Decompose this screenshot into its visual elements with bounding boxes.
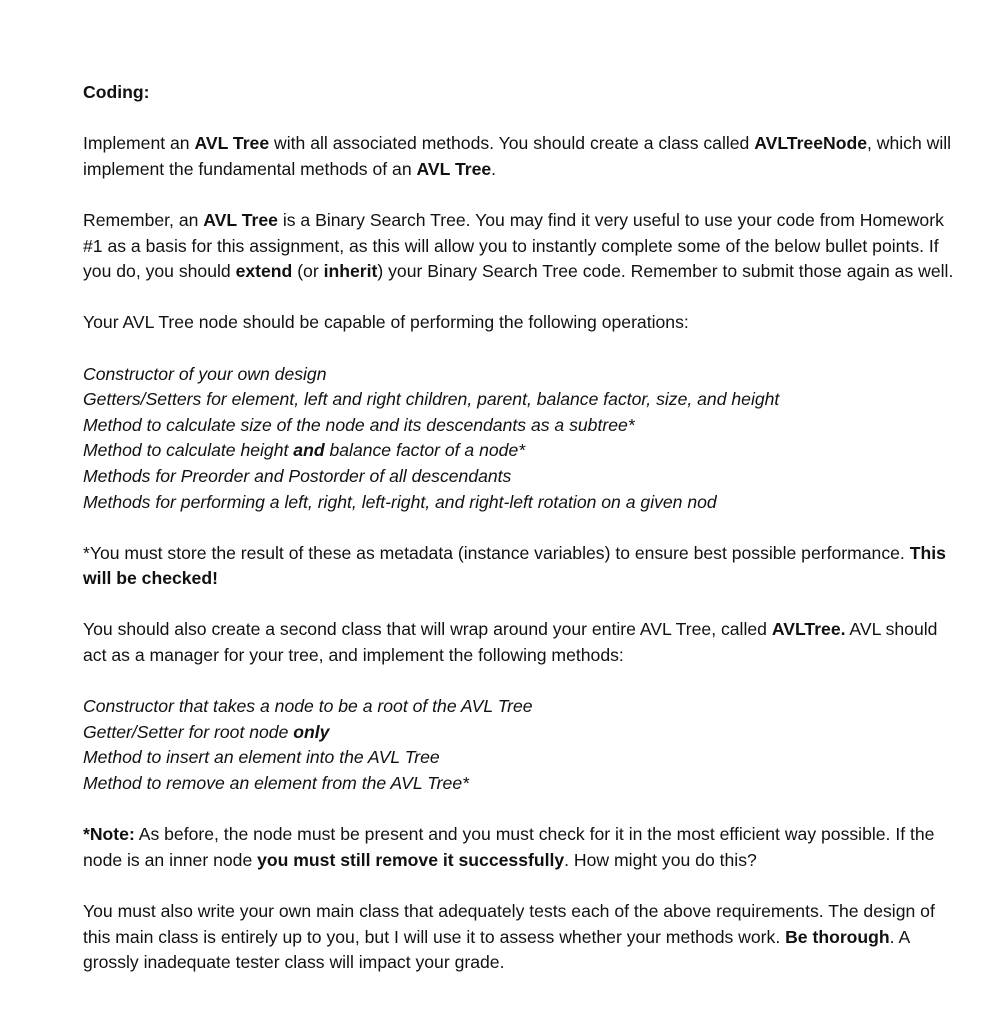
- text: *You must store the result of these as metadata (instance variables) to ensure best possible performance.: [83, 542, 910, 563]
- list-item: [83, 720, 963, 746]
- node-operations-list: [83, 362, 963, 516]
- bold-text: inherit: [323, 261, 378, 282]
- text: Method to calculate height: [83, 440, 294, 461]
- bold-text: AVLTree.: [771, 619, 846, 640]
- text: (or: [292, 261, 324, 282]
- text: Implement an: [83, 133, 195, 154]
- text: balance factor of a node*: [324, 440, 526, 461]
- list-item: [83, 438, 963, 464]
- list-item: Method to remove an element from the AVL Tree*: [83, 773, 469, 794]
- list-item: Method to insert an element into the AVL Tree: [83, 747, 440, 768]
- text: is a Binary Search Tree. You may find it very useful to use your code from Homework #1 as a basis for this assignment, as this will allow you to instantly complete some of the below bullet points. If you do, you should: [83, 209, 944, 282]
- tree-operations-list: [83, 694, 963, 796]
- bold-text: This will be checked!: [83, 542, 946, 589]
- bold-text: AVLTreeNode: [754, 133, 867, 154]
- text: .: [491, 158, 497, 179]
- text: Remember, an: [83, 209, 204, 230]
- bold-text: extend: [235, 261, 293, 282]
- list-item: Getters/Setters for element, left and right children, parent, balance factor, size, and height: [83, 389, 780, 410]
- text: ) your Binary Search Tree code. Remember to submit those again as well.: [377, 261, 954, 282]
- bold-text: AVL Tree: [194, 133, 270, 154]
- bold-text: and: [293, 440, 325, 461]
- paragraph-metadata-note: [83, 541, 963, 592]
- paragraph-removal-note: [83, 822, 963, 873]
- text: As before, the node must be present and you must check for it in the most efficient way possible. If the node is an inner node: [83, 824, 935, 870]
- list-item: Constructor of your own design: [83, 363, 327, 384]
- list-item: Methods for performing a left, right, left-right, and right-left rotation on a given nod: [83, 491, 717, 512]
- bold-text: Be thorough: [785, 926, 890, 947]
- paragraph-remember: [83, 208, 963, 285]
- paragraph-implement: [83, 131, 963, 182]
- list-item: Constructor that takes a node to be a root of the AVL Tree: [83, 696, 533, 717]
- paragraph-tester: [83, 899, 963, 976]
- list-item: Method to calculate size of the node and its descendants as a subtree*: [83, 414, 635, 435]
- bold-text: AVL Tree: [416, 158, 492, 179]
- list-item: Methods for Preorder and Postorder of all descendants: [83, 465, 512, 486]
- section-heading: Coding:: [83, 82, 150, 102]
- text: , which will implement the fundamental methods of an: [83, 133, 952, 179]
- bold-text: only: [293, 721, 330, 742]
- text: . How might you do this?: [564, 849, 757, 870]
- text: You must also write your own main class that adequately tests each of the above requirements. The design of this main class is entirely up to you, but I will use it to assess whether your methods work.: [83, 901, 935, 947]
- text: with all associated methods. You should create a class called: [269, 133, 755, 154]
- paragraph-avltree-class: [83, 617, 963, 668]
- bold-text: *Note:: [83, 824, 135, 845]
- text: Getter/Setter for root node: [83, 721, 294, 742]
- text: AVL should act as a manager for your tree, and implement the following methods:: [83, 619, 938, 666]
- text: . A grossly inadequate tester class will impact your grade.: [83, 926, 910, 973]
- assignment-document: [83, 80, 963, 1001]
- bold-text: AVL Tree: [203, 209, 278, 230]
- bold-text: you must still remove it successfully: [257, 849, 565, 870]
- paragraph-node-intro: Your AVL Tree node should be capable of performing the following operations:: [83, 312, 689, 333]
- text: You should also create a second class that will wrap around your entire AVL Tree, called: [83, 619, 772, 640]
